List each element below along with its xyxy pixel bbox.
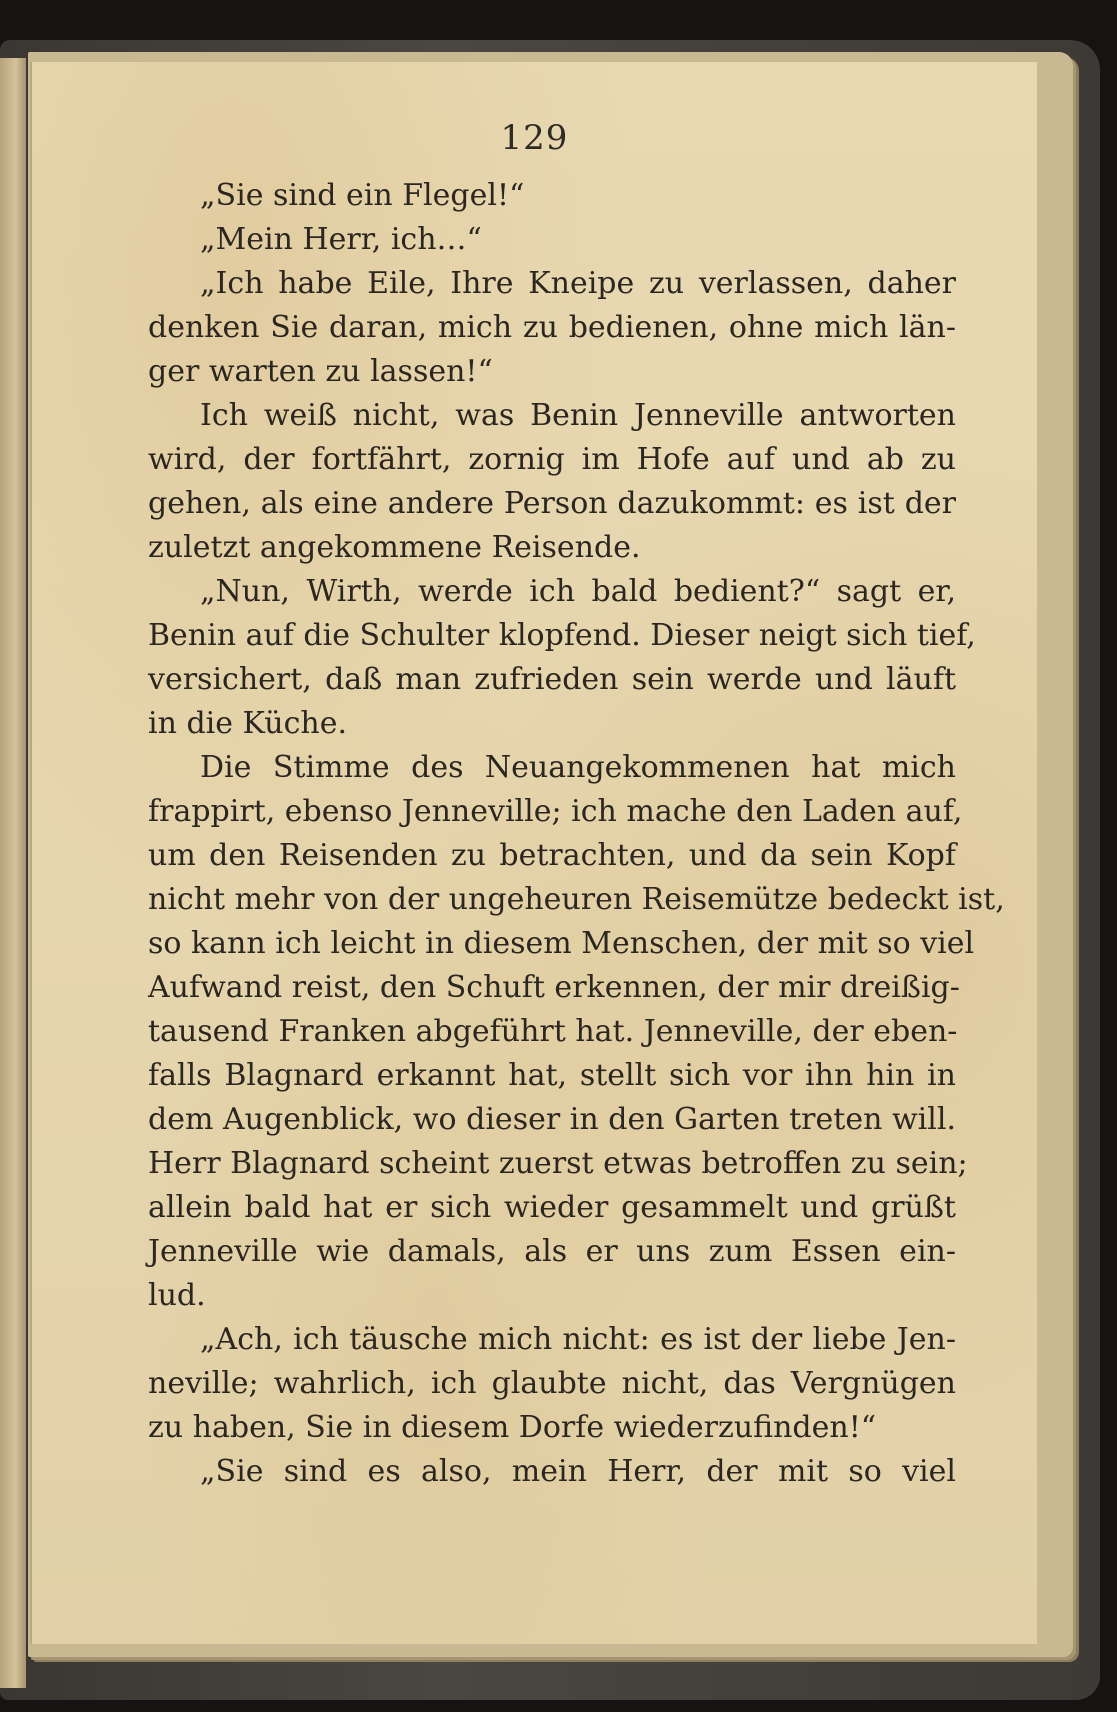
text-line: in die Küche. xyxy=(148,706,348,741)
text-line: „Nun, Wirth, werde ich bald bedient?“ sagt er, xyxy=(200,574,956,609)
text-line: gehen, als eine andere Person dazukommt: es ist der xyxy=(148,486,956,521)
text-line: Aufwand reist, den Schuft erkennen, der mir dreißig- xyxy=(148,970,960,1005)
text-line: um den Reisenden zu betrachten, und da sein Kopf xyxy=(148,838,956,873)
text-line: „Sie sind es also, mein Herr, der mit so viel xyxy=(200,1454,956,1489)
text-line: Die Stimme des Neuangekommenen hat mich xyxy=(200,750,956,785)
text-line: lud. xyxy=(148,1278,206,1313)
text-line: „Sie sind ein Flegel!“ xyxy=(200,178,525,213)
text-line: tausend Franken abgeführt hat. Jenneville, der eben- xyxy=(148,1014,958,1049)
text-line: allein bald hat er sich wieder gesammelt und grüßt xyxy=(148,1190,956,1225)
text-line: „Mein Herr, ich…“ xyxy=(200,222,482,257)
text-line: Jenneville wie damals, als er uns zum Essen ein- xyxy=(148,1234,956,1269)
previous-page-edge xyxy=(0,58,26,1688)
text-line: denken Sie daran, mich zu bedienen, ohne mich län- xyxy=(148,310,956,345)
text-line: neville; wahrlich, ich glaubte nicht, das Vergnügen xyxy=(148,1366,956,1401)
text-line: zuletzt angekommene Reisende. xyxy=(148,530,641,565)
text-line: Benin auf die Schulter klopfend. Dieser neigt sich tief, xyxy=(148,618,976,653)
text-line: so kann ich leicht in diesem Menschen, der mit so viel xyxy=(148,926,975,961)
text-line: zu haben, Sie in diesem Dorfe wiederzufinden!“ xyxy=(148,1410,877,1445)
text-line: „Ich habe Eile, Ihre Kneipe zu verlassen, daher xyxy=(200,266,956,301)
page-number: 129 xyxy=(500,118,569,158)
text-line: falls Blagnard erkannt hat, stellt sich vor ihn hin in xyxy=(148,1058,956,1093)
body-text xyxy=(148,174,1005,1494)
text-line: „Ach, ich täusche mich nicht: es ist der liebe Jen- xyxy=(200,1322,956,1357)
text-line: ger warten zu lassen!“ xyxy=(148,354,493,389)
text-line: frappirt, ebenso Jenneville; ich mache den Laden auf, xyxy=(148,794,963,829)
text-line: nicht mehr von der ungeheuren Reisemütze bedeckt ist, xyxy=(148,882,1005,917)
text-line: Ich weiß nicht, was Benin Jenneville antworten xyxy=(200,398,956,433)
text-line: dem Augenblick, wo dieser in den Garten treten will. xyxy=(148,1102,956,1137)
book-page xyxy=(30,62,1037,1644)
text-line: wird, der fortfährt, zornig im Hofe auf und ab zu xyxy=(148,442,956,477)
text-line: versichert, daß man zufrieden sein werde und läuft xyxy=(148,662,956,697)
text-line: Herr Blagnard scheint zuerst etwas betroffen zu sein; xyxy=(148,1146,968,1181)
